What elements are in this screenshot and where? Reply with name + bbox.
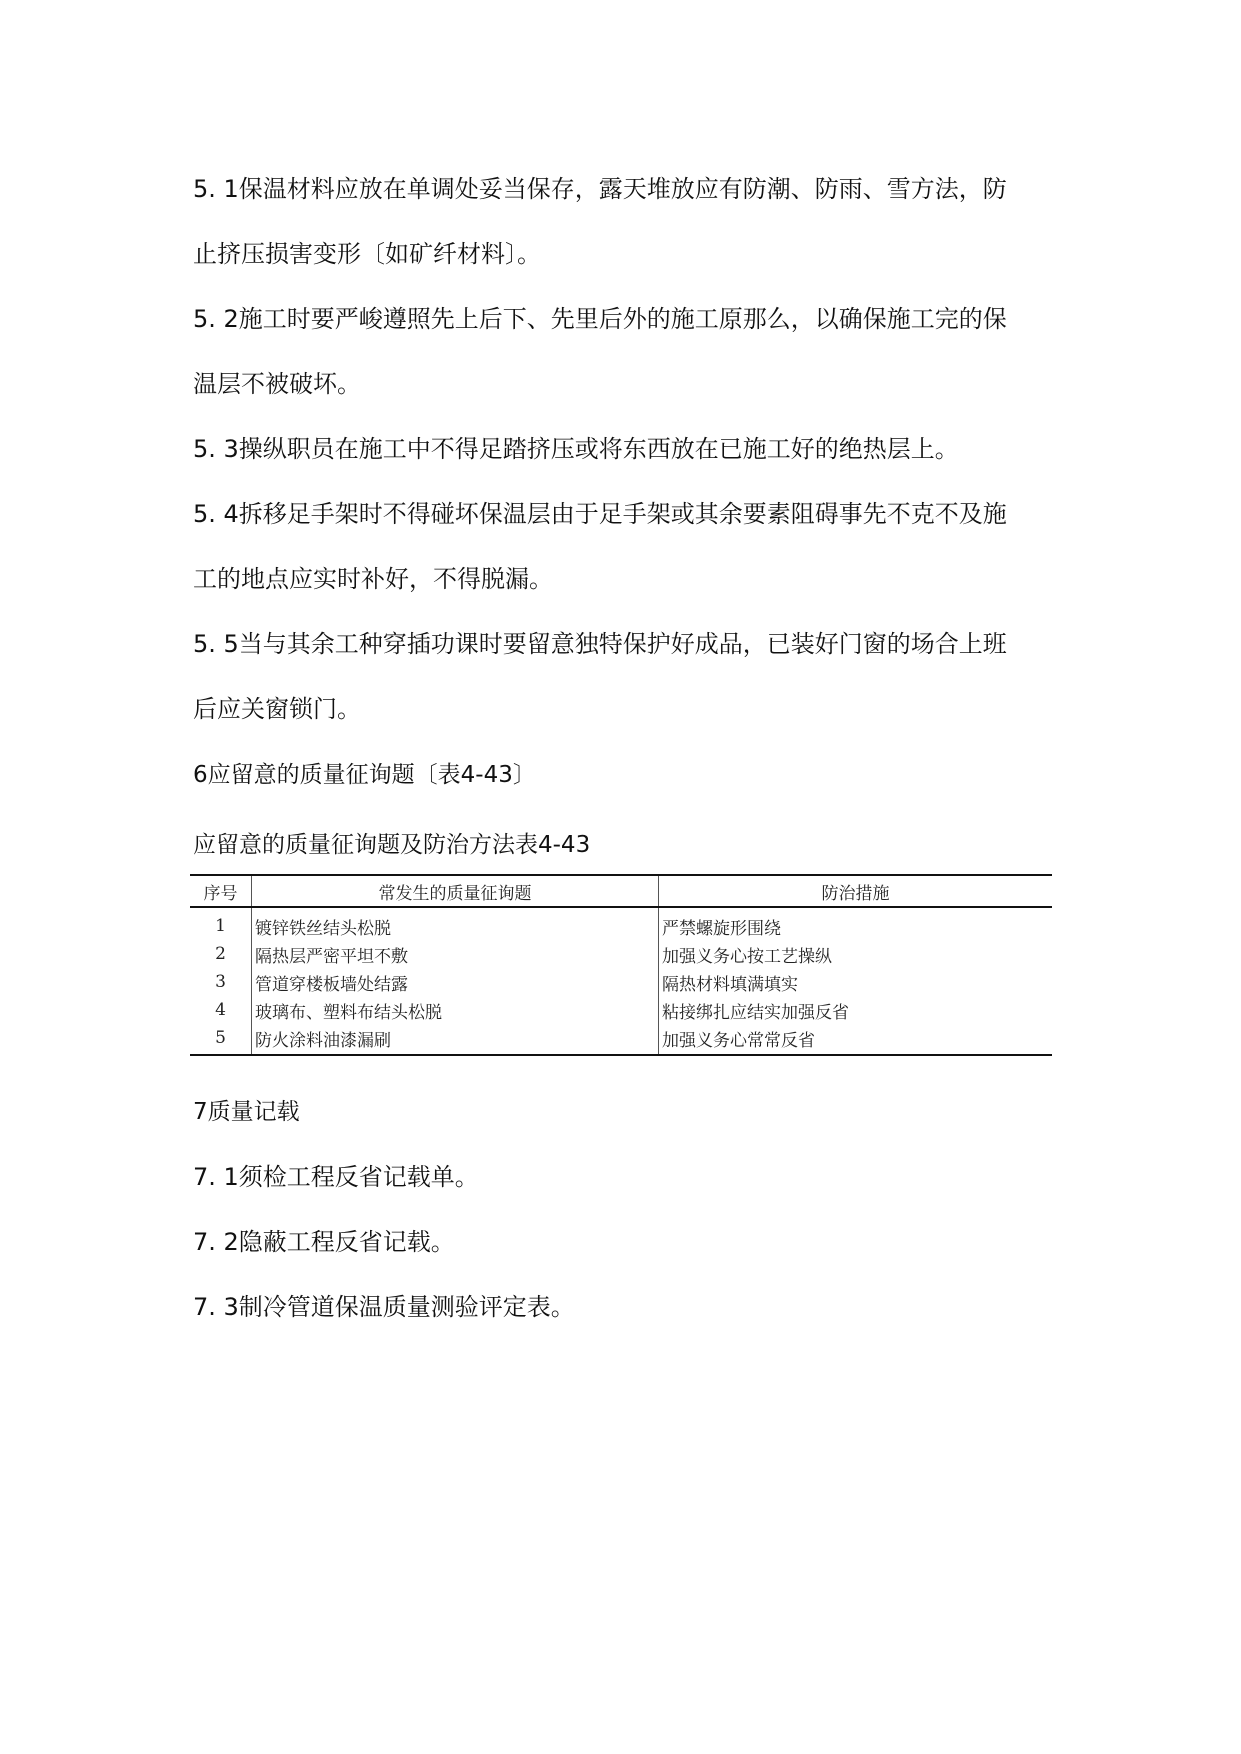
table-row: [190, 907, 1052, 940]
paragraph-5-2-line-1: 5. 2施工时要严峻遵照先上后下、先里后外的施工原那么，以确保施工完的保: [193, 305, 1007, 333]
header-prevention-measures: 防治措施: [659, 875, 1053, 907]
header-common-problems: 常发生的质量征询题: [252, 875, 659, 907]
row-measure: 加强义务心常常反省: [659, 1024, 1053, 1055]
row-problem: 隔热层严密平坦不敷: [252, 940, 659, 968]
row-problem: 防火涂料油漆漏刷: [252, 1024, 659, 1055]
row-number: 2: [190, 940, 252, 968]
table-row: [190, 996, 1052, 1024]
record-item-7-3: 7. 3制冷管道保温质量测验评定表。: [193, 1293, 575, 1321]
row-measure: 严禁螺旋形围绕: [662, 918, 781, 939]
paragraph-5-2-line-2: 温层不被破坏。: [193, 370, 361, 398]
paragraph-5-3: 5. 3操纵职员在施工中不得足踏挤压或将东西放在已施工好的绝热层上。: [193, 435, 959, 463]
section-6-heading: 6应留意的质量征询题〔表4-43〕: [193, 762, 536, 788]
paragraph-5-4-line-2: 工的地点应实时补好，不得脱漏。: [193, 565, 553, 593]
paragraph-5-1-line-2: 止挤压损害变形〔如矿纤材料〕。: [193, 240, 541, 268]
table-row: [190, 940, 1052, 968]
record-item-7-1: 7. 1须检工程反省记载单。: [193, 1163, 479, 1191]
row-problem: 玻璃布、塑料布结头松脱: [252, 996, 659, 1024]
row-problem: 镀锌铁丝结头松脱: [252, 907, 659, 940]
row-problem: 管道穿楼板墙处结露: [252, 968, 659, 996]
record-item-7-2: 7. 2隐蔽工程反省记载。: [193, 1228, 455, 1256]
row-number: 5: [190, 1024, 252, 1055]
paragraph-5-5-line-1: 5. 5当与其余工种穿插功课时要留意独特保护好成品，已装好门窗的场合上班: [193, 630, 1007, 658]
table-row: [190, 1024, 1052, 1055]
paragraph-5-5-line-2: 后应关窗锁门。: [193, 695, 361, 723]
table-row: [190, 968, 1052, 996]
header-serial-number: 序号: [190, 875, 252, 907]
row-measure: 粘接绑扎应结实加强反省: [662, 1002, 849, 1023]
quality-problems-table: [190, 874, 1052, 1056]
row-measure: 加强义务心按工艺操纵: [662, 946, 832, 967]
row-number: 3: [190, 968, 252, 996]
section-7-heading: 7质量记载: [193, 1099, 300, 1125]
table-caption: 应留意的质量征询题及防治方法表4-43: [193, 832, 591, 858]
row-measure: 隔热材料填满填实: [662, 974, 798, 995]
row-number: 1: [190, 907, 252, 940]
paragraph-5-4-line-1: 5. 4拆移足手架时不得碰坏保温层由于足手架或其余要素阻碍事先不克不及施: [193, 500, 1007, 528]
table-header-row: [190, 875, 1052, 907]
paragraph-5-1-line-1: 5. 1保温材料应放在单调处妥当保存，露天堆放应有防潮、防雨、雪方法，防: [193, 175, 1007, 203]
row-number: 4: [190, 996, 252, 1024]
